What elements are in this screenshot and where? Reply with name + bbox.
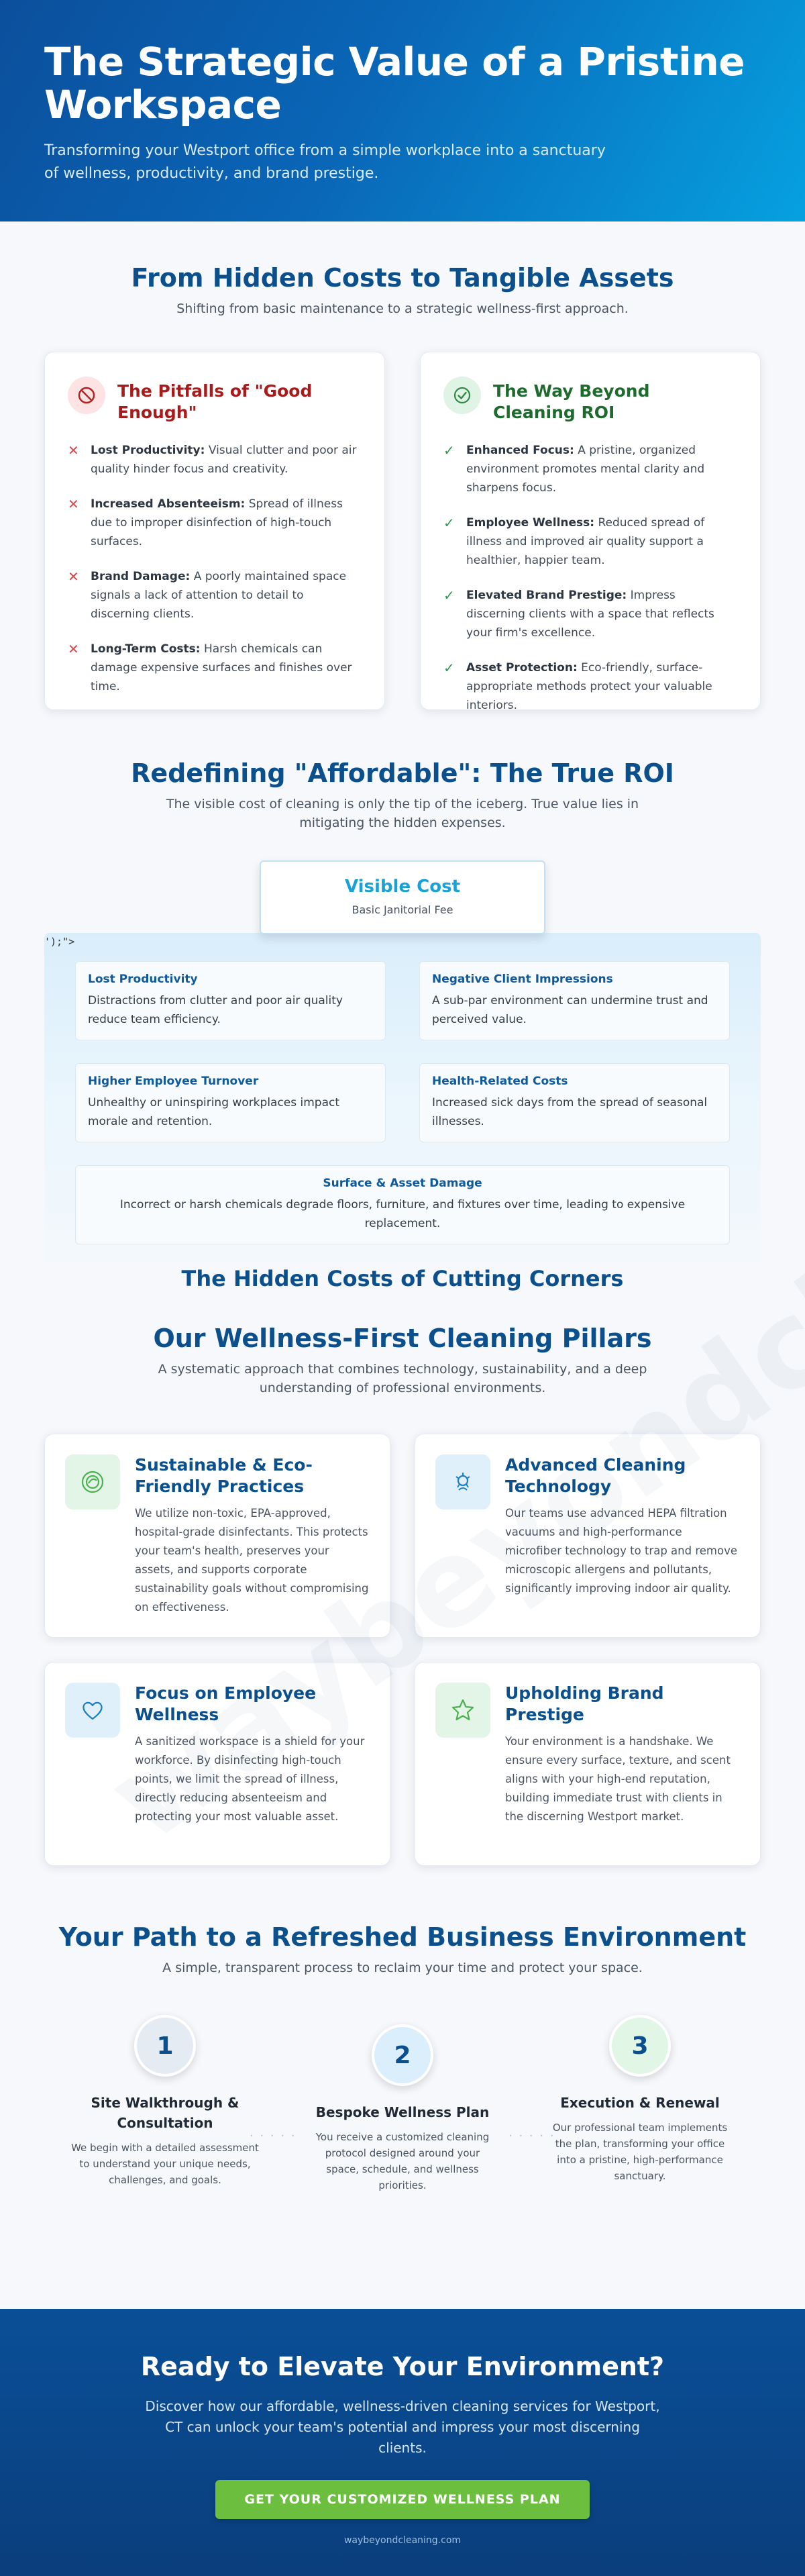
item-text: Reduced spread of illness and improved air quality support a healthier, happier team.	[466, 516, 705, 567]
hidden-cost-title: Lost Productivity	[88, 973, 198, 986]
list-item	[68, 567, 362, 624]
item-text: Impress discerning clients with a space that reflects your firm's excellence.	[466, 589, 714, 640]
process-step	[58, 2015, 272, 2193]
list-item	[443, 441, 737, 497]
step-text: Our professional team implements the plan, transforming your office into a pristine, high-performance sanctuary.	[552, 2122, 728, 2182]
section4-subtitle: A simple, transparent process to reclaim your time and protect your space.	[162, 1961, 643, 1975]
roi-title: The Way Beyond Cleaning ROI	[493, 381, 650, 422]
process-step	[533, 2015, 747, 2193]
list-item	[68, 640, 362, 696]
roi-list	[443, 441, 737, 715]
eco-leaf-icon	[65, 1454, 120, 1509]
item-text: A pristine, organized environment promotes mental clarity and sharpens focus.	[466, 444, 705, 495]
hidden-cost-text: A sub-par environment can undermine trust and perceived value.	[432, 994, 708, 1026]
item-label: Lost Productivity:	[91, 444, 205, 457]
cta-title: Ready to Elevate Your Environment?	[140, 2352, 665, 2381]
step-connector: · · · · ·	[250, 2129, 297, 2143]
pillar-text: A sanitized workspace is a shield for your workforce. By disinfecting high-touch points, we limit the spread of illness, directly reducing absenteeism and protecting your most valuable asset.	[135, 1735, 365, 1823]
item-label: Brand Damage:	[91, 570, 191, 583]
process-step	[295, 2024, 510, 2193]
item-label: Increased Absenteeism:	[91, 497, 246, 511]
visible-cost-sub: Basic Janitorial Fee	[352, 903, 453, 916]
x-icon: ✕	[68, 442, 79, 458]
check-circle-icon	[443, 377, 481, 414]
hidden-costs-caption: The Hidden Costs of Cutting Corners	[181, 1266, 624, 1291]
step-connector: · · · · ·	[508, 2129, 555, 2143]
pitfalls-card	[44, 352, 385, 710]
prohibited-icon	[68, 377, 105, 414]
visible-cost-box	[260, 860, 545, 934]
pillar-title: Focus on Employee Wellness	[135, 1683, 317, 1724]
molecule-icon	[435, 1454, 490, 1509]
item-label: Asset Protection:	[466, 661, 578, 675]
item-label: Long-Term Costs:	[91, 642, 201, 656]
hidden-cost-item-wide	[75, 1165, 730, 1244]
list-item	[443, 586, 737, 642]
step-text: You receive a customized cleaning protocol designed around your space, schedule, and wellness priorities.	[315, 2131, 490, 2191]
roi-card	[420, 352, 761, 710]
section-process	[0, 1866, 805, 2193]
section-pillars	[0, 1262, 805, 1866]
item-label: Enhanced Focus:	[466, 444, 574, 457]
hidden-cost-text: Distractions from clutter and poor air quality reduce team efficiency.	[88, 994, 343, 1026]
pillar-card	[415, 1434, 761, 1638]
section1-subtitle: Shifting from basic maintenance to a strategic wellness-first approach.	[176, 301, 629, 316]
step-title: Site Walkthrough & Consultation	[91, 2095, 239, 2131]
pillar-title: Upholding Brand Prestige	[505, 1683, 664, 1724]
hidden-cost-title: Surface & Asset Damage	[323, 1177, 482, 1190]
check-icon: ✓	[443, 442, 455, 458]
pillar-text: We utilize non-toxic, EPA-approved, hospital-grade disinfectants. This protects your team's health, preserves your assets, and supports corporate sustainability goals without compromising on effectiveness.	[135, 1507, 369, 1614]
visible-cost-title: Visible Cost	[344, 877, 461, 897]
hidden-cost-text: Unhealthy or uninspiring workplaces impact morale and retention.	[88, 1096, 340, 1128]
website-link[interactable]: waybeyondcleaning.com	[343, 2535, 462, 2546]
step-title: Bespoke Wellness Plan	[315, 2104, 490, 2120]
hidden-cost-title: Health-Related Costs	[432, 1075, 568, 1088]
step-text: We begin with a detailed assessment to understand your unique needs, challenges, and goals.	[71, 2142, 259, 2186]
step-number: 3	[609, 2015, 671, 2077]
section2-title: Redefining "Affordable": The True ROI	[131, 758, 674, 788]
section3-title: Our Wellness-First Cleaning Pillars	[153, 1324, 652, 1353]
pillar-card	[415, 1662, 761, 1866]
page-subtitle: Transforming your Westport office from a simple workplace into a sanctuary of wellness, productivity, and brand prestige.	[44, 142, 606, 182]
pillar-card	[44, 1434, 390, 1638]
hidden-cost-item	[75, 1063, 386, 1142]
check-icon: ✓	[443, 660, 455, 676]
hidden-costs-panel	[44, 933, 761, 1291]
hidden-cost-item	[419, 1063, 730, 1142]
item-text: Visual clutter and poor air quality hinder focus and creativity.	[91, 444, 357, 476]
list-item	[68, 441, 362, 479]
section3-subtitle: A systematic approach that combines technology, sustainability, and a deep understanding of professional environments.	[158, 1362, 647, 1395]
heart-icon	[65, 1683, 120, 1738]
item-text: Spread of illness due to improper disinfection of high-touch surfaces.	[91, 497, 343, 548]
section2-subtitle: The visible cost of cleaning is only the tip of the iceberg. True value lies in mitigating the hidden expenses.	[166, 797, 639, 830]
check-icon: ✓	[443, 515, 455, 531]
list-item	[443, 513, 737, 570]
cta-footer	[0, 2309, 805, 2576]
process-steps	[0, 2015, 805, 2193]
pillar-card	[44, 1662, 390, 1866]
pillar-text: Your environment is a handshake. We ensure every surface, texture, and scent aligns with your high-end reputation, building immediate trust with clients in the discerning Westport market.	[505, 1735, 731, 1823]
step-title: Execution & Renewal	[560, 2095, 720, 2111]
item-text: Eco-friendly, surface-appropriate methods protect your valuable interiors.	[466, 661, 712, 712]
section1-title: From Hidden Costs to Tangible Assets	[131, 263, 674, 293]
item-text: A poorly maintained space signals a lack of attention to detail to discerning clients.	[91, 570, 347, 621]
x-icon: ✕	[68, 568, 79, 585]
section-true-roi	[0, 710, 805, 1291]
item-label: Employee Wellness:	[466, 516, 595, 530]
hidden-cost-item	[75, 961, 386, 1040]
list-item	[443, 658, 737, 715]
pitfalls-list	[68, 441, 362, 696]
hidden-cost-text: Incorrect or harsh chemicals degrade floors, furniture, and fixtures over time, leading to expensive replacement.	[119, 1198, 686, 1230]
step-number: 1	[134, 2015, 196, 2077]
hidden-cost-text: Increased sick days from the spread of seasonal illnesses.	[432, 1096, 708, 1128]
star-icon	[435, 1683, 490, 1738]
pillar-title: Advanced Cleaning Technology	[505, 1455, 686, 1496]
pillar-text: Our teams use advanced HEPA filtration vacuums and high-performance microfiber technology to trap and remove microscopic allergens and pollutants, significantly improving indoor air quality.	[505, 1507, 737, 1595]
step-number: 2	[372, 2024, 433, 2086]
check-icon: ✓	[443, 587, 455, 603]
section4-title: Your Path to a Refreshed Business Environment	[58, 1922, 747, 1952]
hidden-cost-title: Negative Client Impressions	[432, 973, 613, 986]
item-text: Harsh chemicals can damage expensive surfaces and finishes over time.	[91, 642, 352, 693]
pitfalls-title: The Pitfalls of "Good Enough"	[117, 381, 313, 422]
page-title: The Strategic Value of a Pristine Workspace	[44, 39, 745, 128]
hidden-cost-title: Higher Employee Turnover	[88, 1075, 259, 1088]
hidden-cost-item	[419, 961, 730, 1040]
item-label: Elevated Brand Prestige:	[466, 589, 627, 602]
x-icon: ✕	[68, 641, 79, 657]
pillar-title: Sustainable & Eco-Friendly Practices	[135, 1455, 313, 1496]
section-costs-assets	[0, 221, 805, 710]
get-wellness-plan-button[interactable]: GET YOUR CUSTOMIZED WELLNESS PLAN	[215, 2480, 590, 2519]
hero-header	[0, 0, 805, 221]
stray-code-text: ');">	[44, 936, 75, 948]
list-item	[68, 495, 362, 551]
x-icon: ✕	[68, 496, 79, 512]
cta-text: Discover how our affordable, wellness-driven cleaning services for Westport, CT can unlock your team's potential and impress your most discerning clients.	[145, 2398, 660, 2456]
